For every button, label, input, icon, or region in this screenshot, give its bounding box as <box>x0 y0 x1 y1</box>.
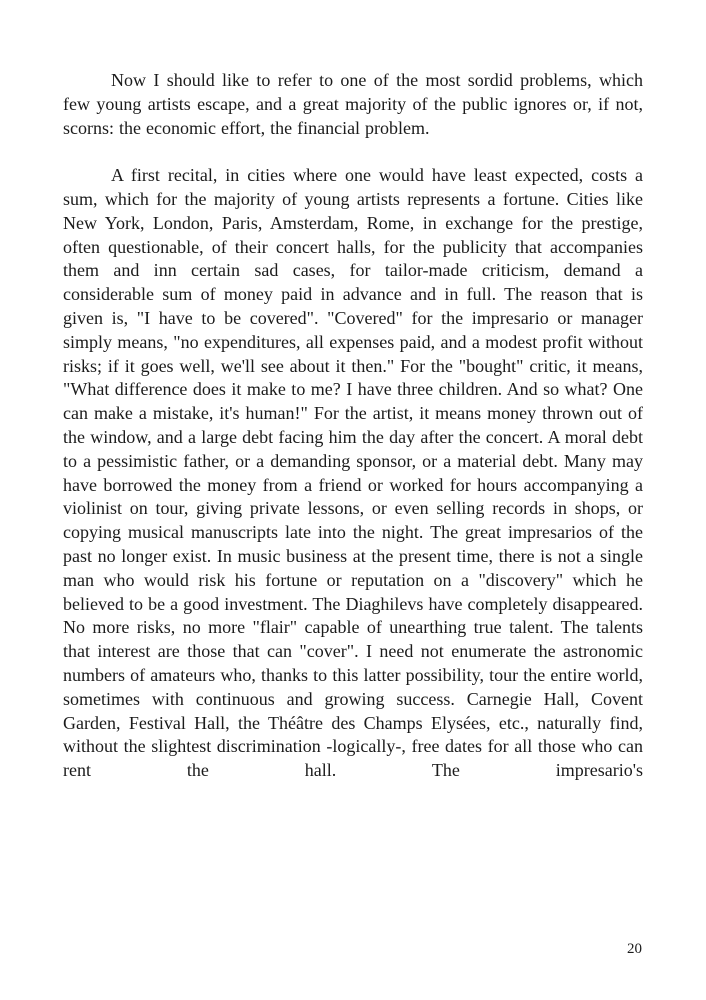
paragraph-economic-problem: Now I should like to refer to one of the most sordid problems, which few young artists escape, and a great majority of the public ignores or, if not, scorns: the economic effort, the financial problem. <box>63 70 643 138</box>
page-number: 20 <box>627 941 642 957</box>
paragraph-first-recital: A first recital, in cities where one would have least expected, costs a sum, which for the majority of young artists represents a fortune. Cities like New York, London, Paris, Amsterdam, Rome, in exchange for the prestige, often questionable, of their concert halls, for the publicity that accompanies them and inn certain sad cases, for tailor-made criticism, demand a considerable sum of money paid in advance and in full. The reason that is given is, "I have to be covered". "Covered" for the impresario or manager simply means, "no expenditures, all expenses paid, and a modest profit without risks; if it goes well, we'll see about it then." For the "bought" critic, it means, "What difference does it make to me? I have three children. And so what? One can make a mistake, it's human!" For the artist, it means money thrown out of the window, and a large debt facing him the day after the concert. A moral debt to a pessimistic father, or a demanding sponsor, or a material debt. Many may have borrowed the money from a friend or worked for hours accompanying a violinist on tour, giving private lessons, or even selling records in shops, or copying musical manuscripts late into the night. The great impresarios of the past no longer exist. In music business at the present time, there is not a single man who would risk his fortune or reputation on a "discovery" which he believed to be a good investment. The Diaghilevs have completely disappeared. No more risks, no more "flair" capable of unearthing true talent. The talents that interest are those that can "cover". I need not enumerate the astronomic numbers of amateurs who, thanks to this latter possibility, tour the entire world, sometimes with continuous and growing success. Carnegie Hall, Covent Garden, Festival Hall, the Théâtre des Champs Elysées, etc., naturally find, without the slightest discrimination -logically-, free dates for all those who can rent the hall. The impresario's <box>63 165 643 781</box>
page-body <box>63 69 643 783</box>
